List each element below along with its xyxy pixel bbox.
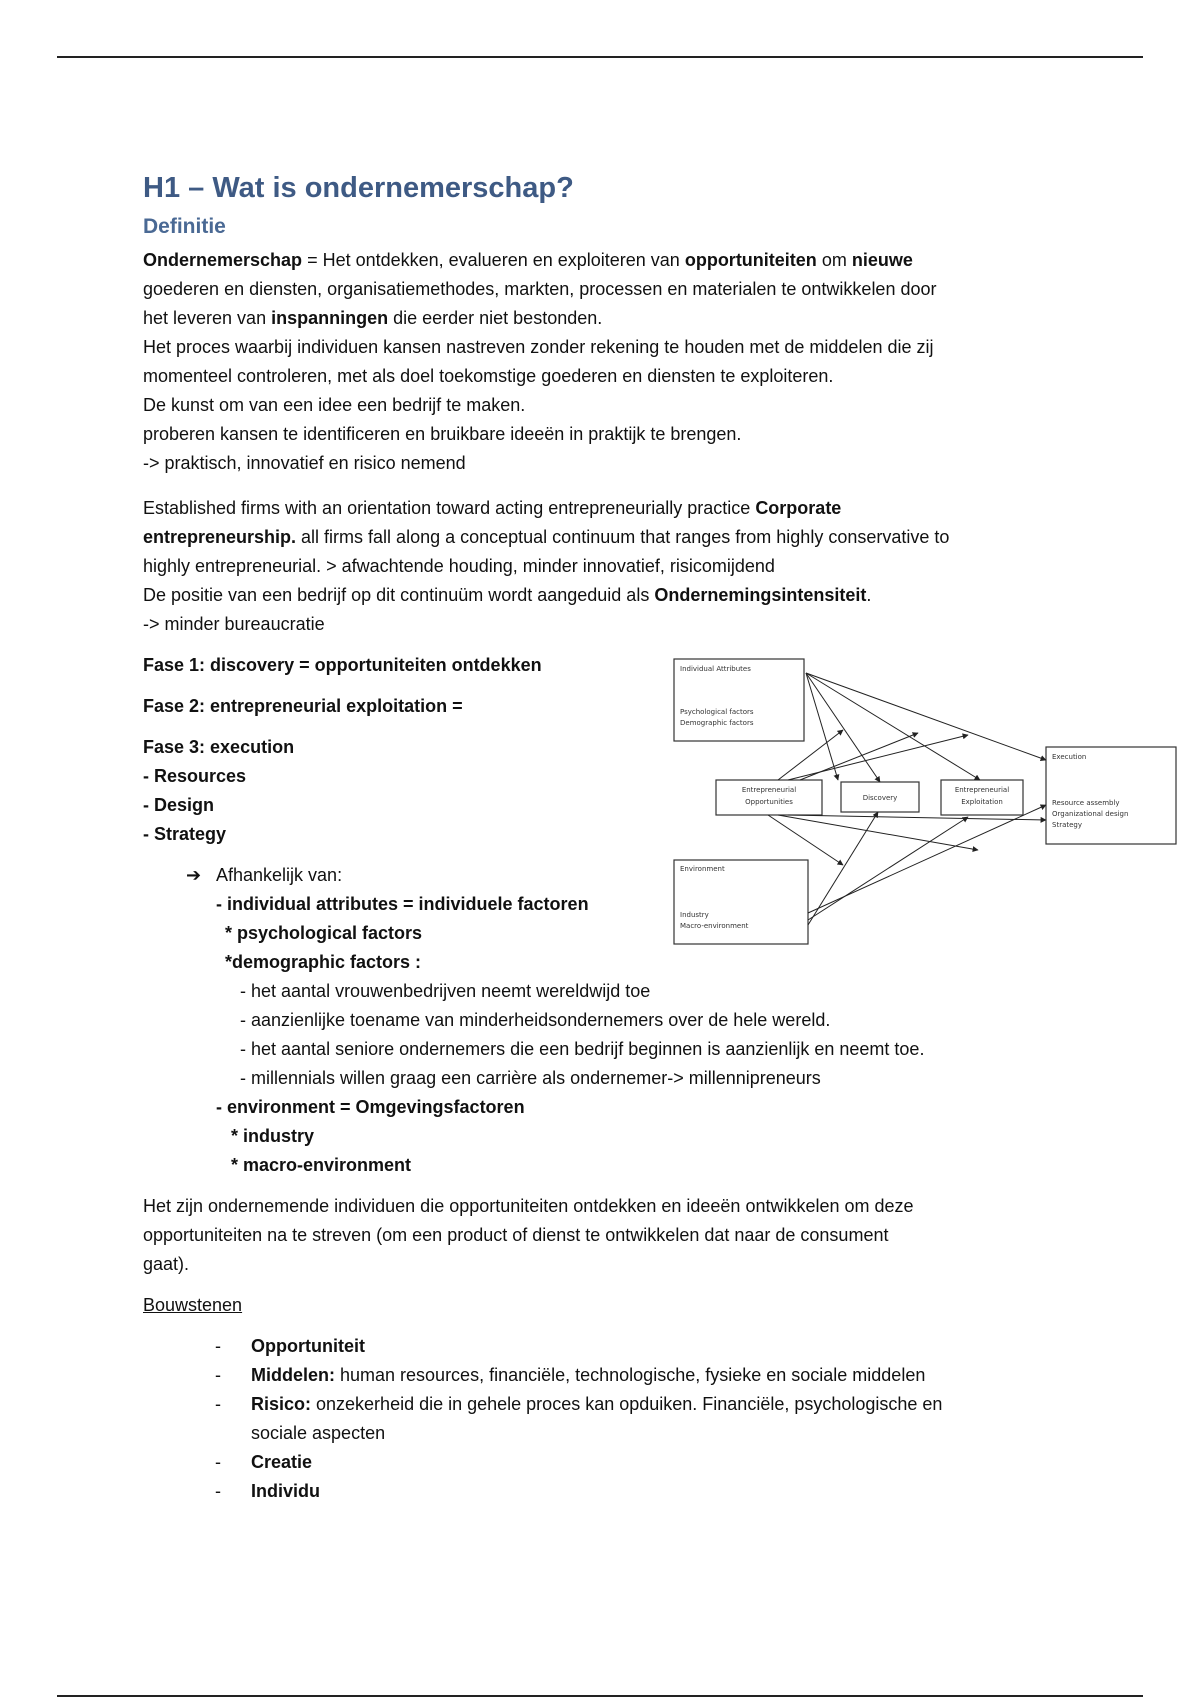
section-heading-definitie: Definitie <box>143 215 226 238</box>
individual-attributes-title: Individual Attributes <box>680 665 751 673</box>
opportunities-label: Opportunities <box>745 798 793 806</box>
individual-bullet: Psychological factors <box>680 708 754 716</box>
corporate-entrepreneurship-paragraph: Established firms with an orientation toward acting entrepreneurially practice Corporate entrepreneurship. all firms fall along a conceptual continuum that ranges from highly conservative to highly entrepreneurial. > afwachtende houding, minder innovatief, risicomijdend De positie van een bedrijf op dit continuüm wordt aangeduid als Ondernemingsintensiteit. -> minder bureaucratie <box>143 498 950 634</box>
list-item: - Middelen: human resources, financiële, technologische, fysieke en sociale middelen <box>215 1361 1083 1390</box>
individual-bullet: Demographic factors <box>680 719 754 727</box>
exploitation-label: Entrepreneurial <box>954 786 1010 794</box>
list-item: - Opportuniteit <box>215 1332 1083 1361</box>
environment-title: Environment <box>680 865 725 873</box>
environment-bullet: Industry <box>680 911 709 919</box>
footer-rule <box>57 1695 1143 1697</box>
discovery-label: Discovery <box>862 794 898 802</box>
environment: - environment = Omgevingsfactoren <box>216 1097 525 1117</box>
list-item: - Risico: onzekerheid die in gehele proces kan opduiken. Financiële, psychologische en sociale aspecten <box>215 1390 1083 1448</box>
individual-attributes: - individual attributes = individuele factoren <box>216 894 589 914</box>
environment-bullet: Macro-environment <box>680 922 749 930</box>
bouwstenen-heading: Bouwstenen <box>143 1295 243 1315</box>
opportunities-label: Entrepreneurial <box>741 786 797 794</box>
header-rule <box>57 56 1143 58</box>
execution-title: Execution <box>1052 753 1087 761</box>
entrepreneurship-process-diagram <box>668 655 1180 950</box>
execution-bullet: Strategy <box>1052 821 1082 829</box>
phase-3-item: - Strategy <box>143 824 227 844</box>
phase-3-item: - Design <box>143 795 215 815</box>
execution-box <box>1046 747 1176 844</box>
page-title: H1 – Wat is ondernemerschap? <box>143 172 574 204</box>
term-ondernemerschap: Ondernemerschap <box>143 250 303 270</box>
execution-bullet: Resource assembly <box>1052 799 1120 807</box>
list-item: - Creatie <box>215 1448 1083 1477</box>
phase-1: Fase 1: discovery = opportuniteiten ontdekken <box>143 655 542 675</box>
closing-paragraph: Het zijn ondernemende individuen die opportuniteiten ontdekken en ideeën ontwikkelen om deze opportuniteiten na te streven (om een product of dienst te ontwikkelen dat naar de consument gaat). <box>143 1196 914 1274</box>
arrow-right-icon: ➔ <box>186 865 202 885</box>
phase-3-item: - Resources <box>143 766 247 786</box>
definition-paragraph: Ondernemerschap = Het ontdekken, evalueren en exploiteren van opportuniteiten om nieuwe goederen en diensten, organisatiemethodes, markten, processen en materialen te ontwikkelen door het leveren van inspanningen die eerder niet bestonden. Het proces waarbij individuen kansen nastreven zonder rekening te houden met de middelen die zij momenteel controleren, met als doel toekomstige goederen en diensten te exploiteren. De kunst om van een idee een bedrijf te maken. proberen kansen te identificeren en bruikbare ideeën in praktijk te brengen. -> praktisch, innovatief en risico nemend <box>143 250 937 473</box>
execution-bullet: Organizational design <box>1052 810 1129 818</box>
phase-2: Fase 2: entrepreneurial exploitation = <box>143 696 463 716</box>
dependencies-list: ➔ Afhankelijk van: - individual attributes = individuele factoren * psychological factors *demographic factors : - het aantal vrouwenbedrijven neemt wereldwijd toe - aanzienlijke toename van minderheidsondernemers over de hele wereld. - het aantal seniore ondernemers die een bedrijf beginnen is aanzienlijk en neemt toe. - millennials willen graag een carrière als ondernemer-> millennipreneurs - environment = Omgevingsfactoren * industry * macro-environment <box>143 861 1083 1180</box>
exploitation-label: Exploitation <box>961 798 1003 806</box>
list-item: - Individu <box>215 1477 1083 1506</box>
bouwstenen-list <box>143 1332 1083 1506</box>
phase-3: Fase 3: execution <box>143 737 295 757</box>
